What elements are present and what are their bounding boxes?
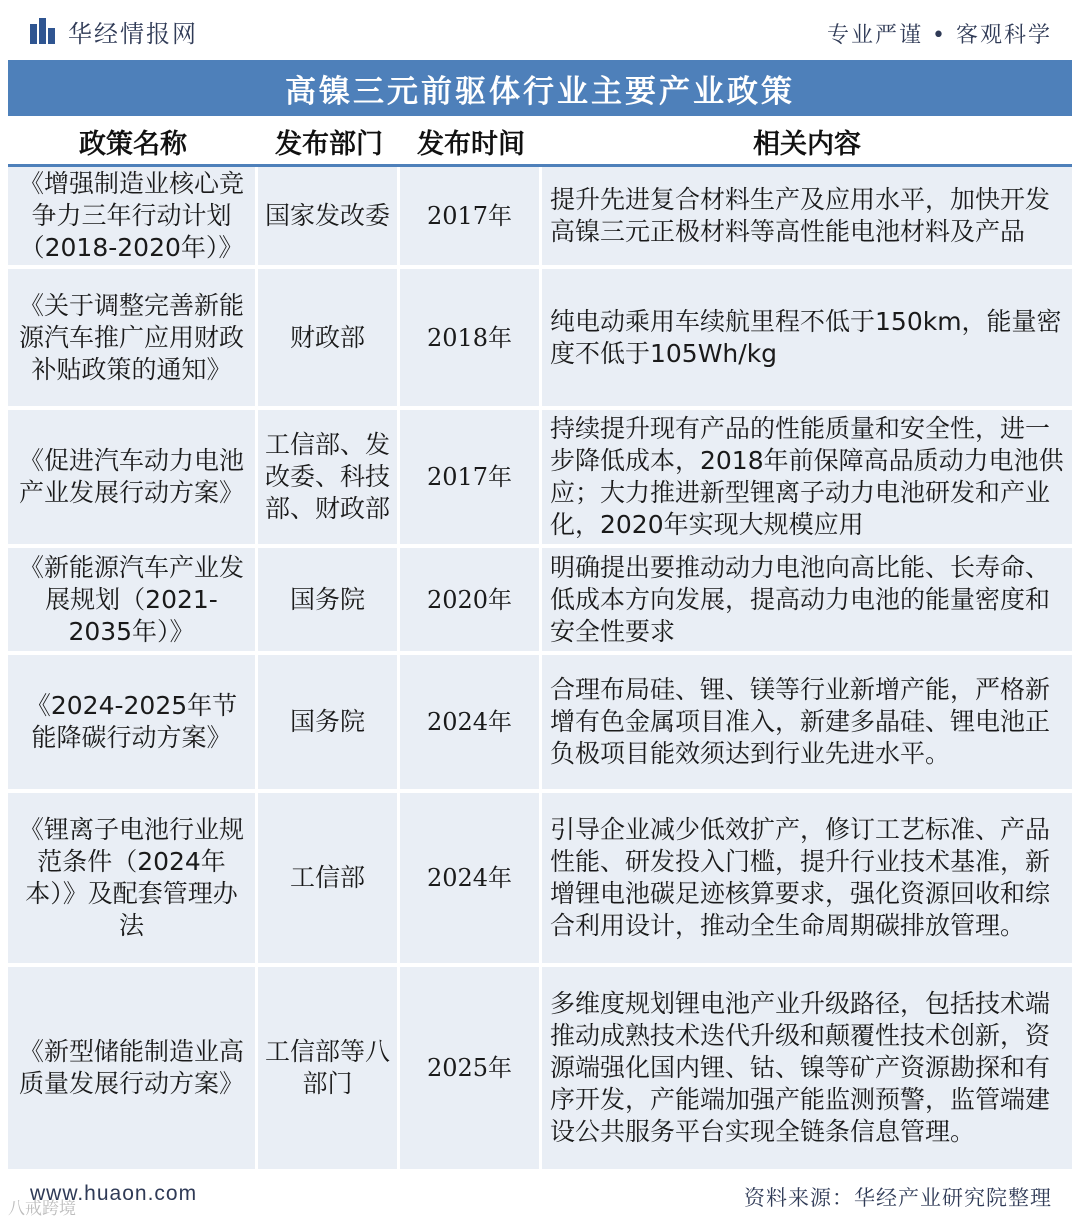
content-cell: 合理布局硅、锂、镁等行业新增产能，严格新增有色金属项目准入，新建多晶硅、锂电池正负极项目能效须达到行业先进水平。 (542, 655, 1072, 793)
column-header: 发布时间 (400, 118, 542, 167)
page-title: 高镍三元前驱体行业主要产业政策 (8, 60, 1072, 116)
date-cell: 2017年 (400, 410, 542, 548)
table-row (8, 548, 1072, 655)
department-cell: 国务院 (258, 655, 400, 793)
department-cell: 国家发改委 (258, 167, 400, 269)
department-cell: 国务院 (258, 548, 400, 655)
table-row (8, 967, 1072, 1173)
column-header: 发布部门 (258, 118, 400, 167)
policy-name-cell: 《促进汽车动力电池产业发展行动方案》 (8, 410, 258, 548)
department-cell: 工信部 (258, 793, 400, 967)
date-cell: 2017年 (400, 167, 542, 269)
table-row (8, 793, 1072, 967)
date-cell: 2024年 (400, 793, 542, 967)
content-cell: 持续提升现有产品的性能质量和安全性，进一步降低成本，2018年前保障高品质动力电池供应；大力推进新型锂离子动力电池研发和产业化，2020年实现大规模应用 (542, 410, 1072, 548)
policy-name-cell: 《增强制造业核心竞争力三年行动计划（2018-2020年）》 (8, 167, 258, 269)
content-cell: 明确提出要推动动力电池向高比能、长寿命、低成本方向发展，提高动力电池的能量密度和安全性要求 (542, 548, 1072, 655)
date-cell: 2018年 (400, 269, 542, 410)
department-cell: 财政部 (258, 269, 400, 410)
watermark: 八戒跨境 (8, 1199, 76, 1219)
department-cell: 工信部等八部门 (258, 967, 400, 1173)
website-link[interactable]: www.huaon.com (30, 1182, 198, 1205)
policy-name-cell: 《2024-2025年节能降碳行动方案》 (8, 655, 258, 793)
table-row (8, 269, 1072, 410)
column-header: 政策名称 (8, 118, 258, 167)
table-row (8, 167, 1072, 269)
brand-name: 华经情报网 (68, 20, 198, 48)
policy-name-cell: 《关于调整完善新能源汽车推广应用财政补贴政策的通知》 (8, 269, 258, 410)
department-cell: 工信部、发改委、科技部、财政部 (258, 410, 400, 548)
content-cell: 多维度规划锂电池产业升级路径，包括技术端推动成熟技术迭代升级和颠覆性技术创新，资源端强化国内锂、钴、镍等矿产资源勘探和有序开发，产能端加强产能监测预警，监管端建设公共服务平台实现全链条信息管理。 (542, 967, 1072, 1173)
header-bar (0, 0, 1080, 60)
slogan: 专业严谨 • 客观科学 (827, 23, 1052, 48)
footer (0, 1178, 1080, 1224)
content-cell: 引导企业减少低效扩产，修订工艺标准、产品性能、研发投入门槛，提升行业技术基准，新增锂电池碳足迹核算要求，强化资源回收和综合利用设计，推动全生命周期碳排放管理。 (542, 793, 1072, 967)
policy-name-cell: 《锂离子电池行业规范条件（2024年本）》及配套管理办法 (8, 793, 258, 967)
policy-name-cell: 《新能源汽车产业发展规划（2021-2035年）》 (8, 548, 258, 655)
date-cell: 2020年 (400, 548, 542, 655)
policy-name-cell: 《新型储能制造业高质量发展行动方案》 (8, 967, 258, 1173)
date-cell: 2024年 (400, 655, 542, 793)
brand[interactable] (30, 14, 198, 49)
column-header: 相关内容 (542, 118, 1072, 167)
source-note: 资料来源：华经产业研究院整理 (744, 1186, 1052, 1210)
table-header-row (8, 118, 1072, 167)
bar-chart-logo-icon (30, 18, 56, 46)
date-cell: 2025年 (400, 967, 542, 1173)
content-cell: 提升先进复合材料生产及应用水平，加快开发高镍三元正极材料等高性能电池材料及产品 (542, 167, 1072, 269)
table-row (8, 655, 1072, 793)
policy-table (8, 118, 1072, 1173)
content-cell: 纯电动乘用车续航里程不低于150km，能量密度不低于105Wh/kg (542, 269, 1072, 410)
table-row (8, 410, 1072, 548)
